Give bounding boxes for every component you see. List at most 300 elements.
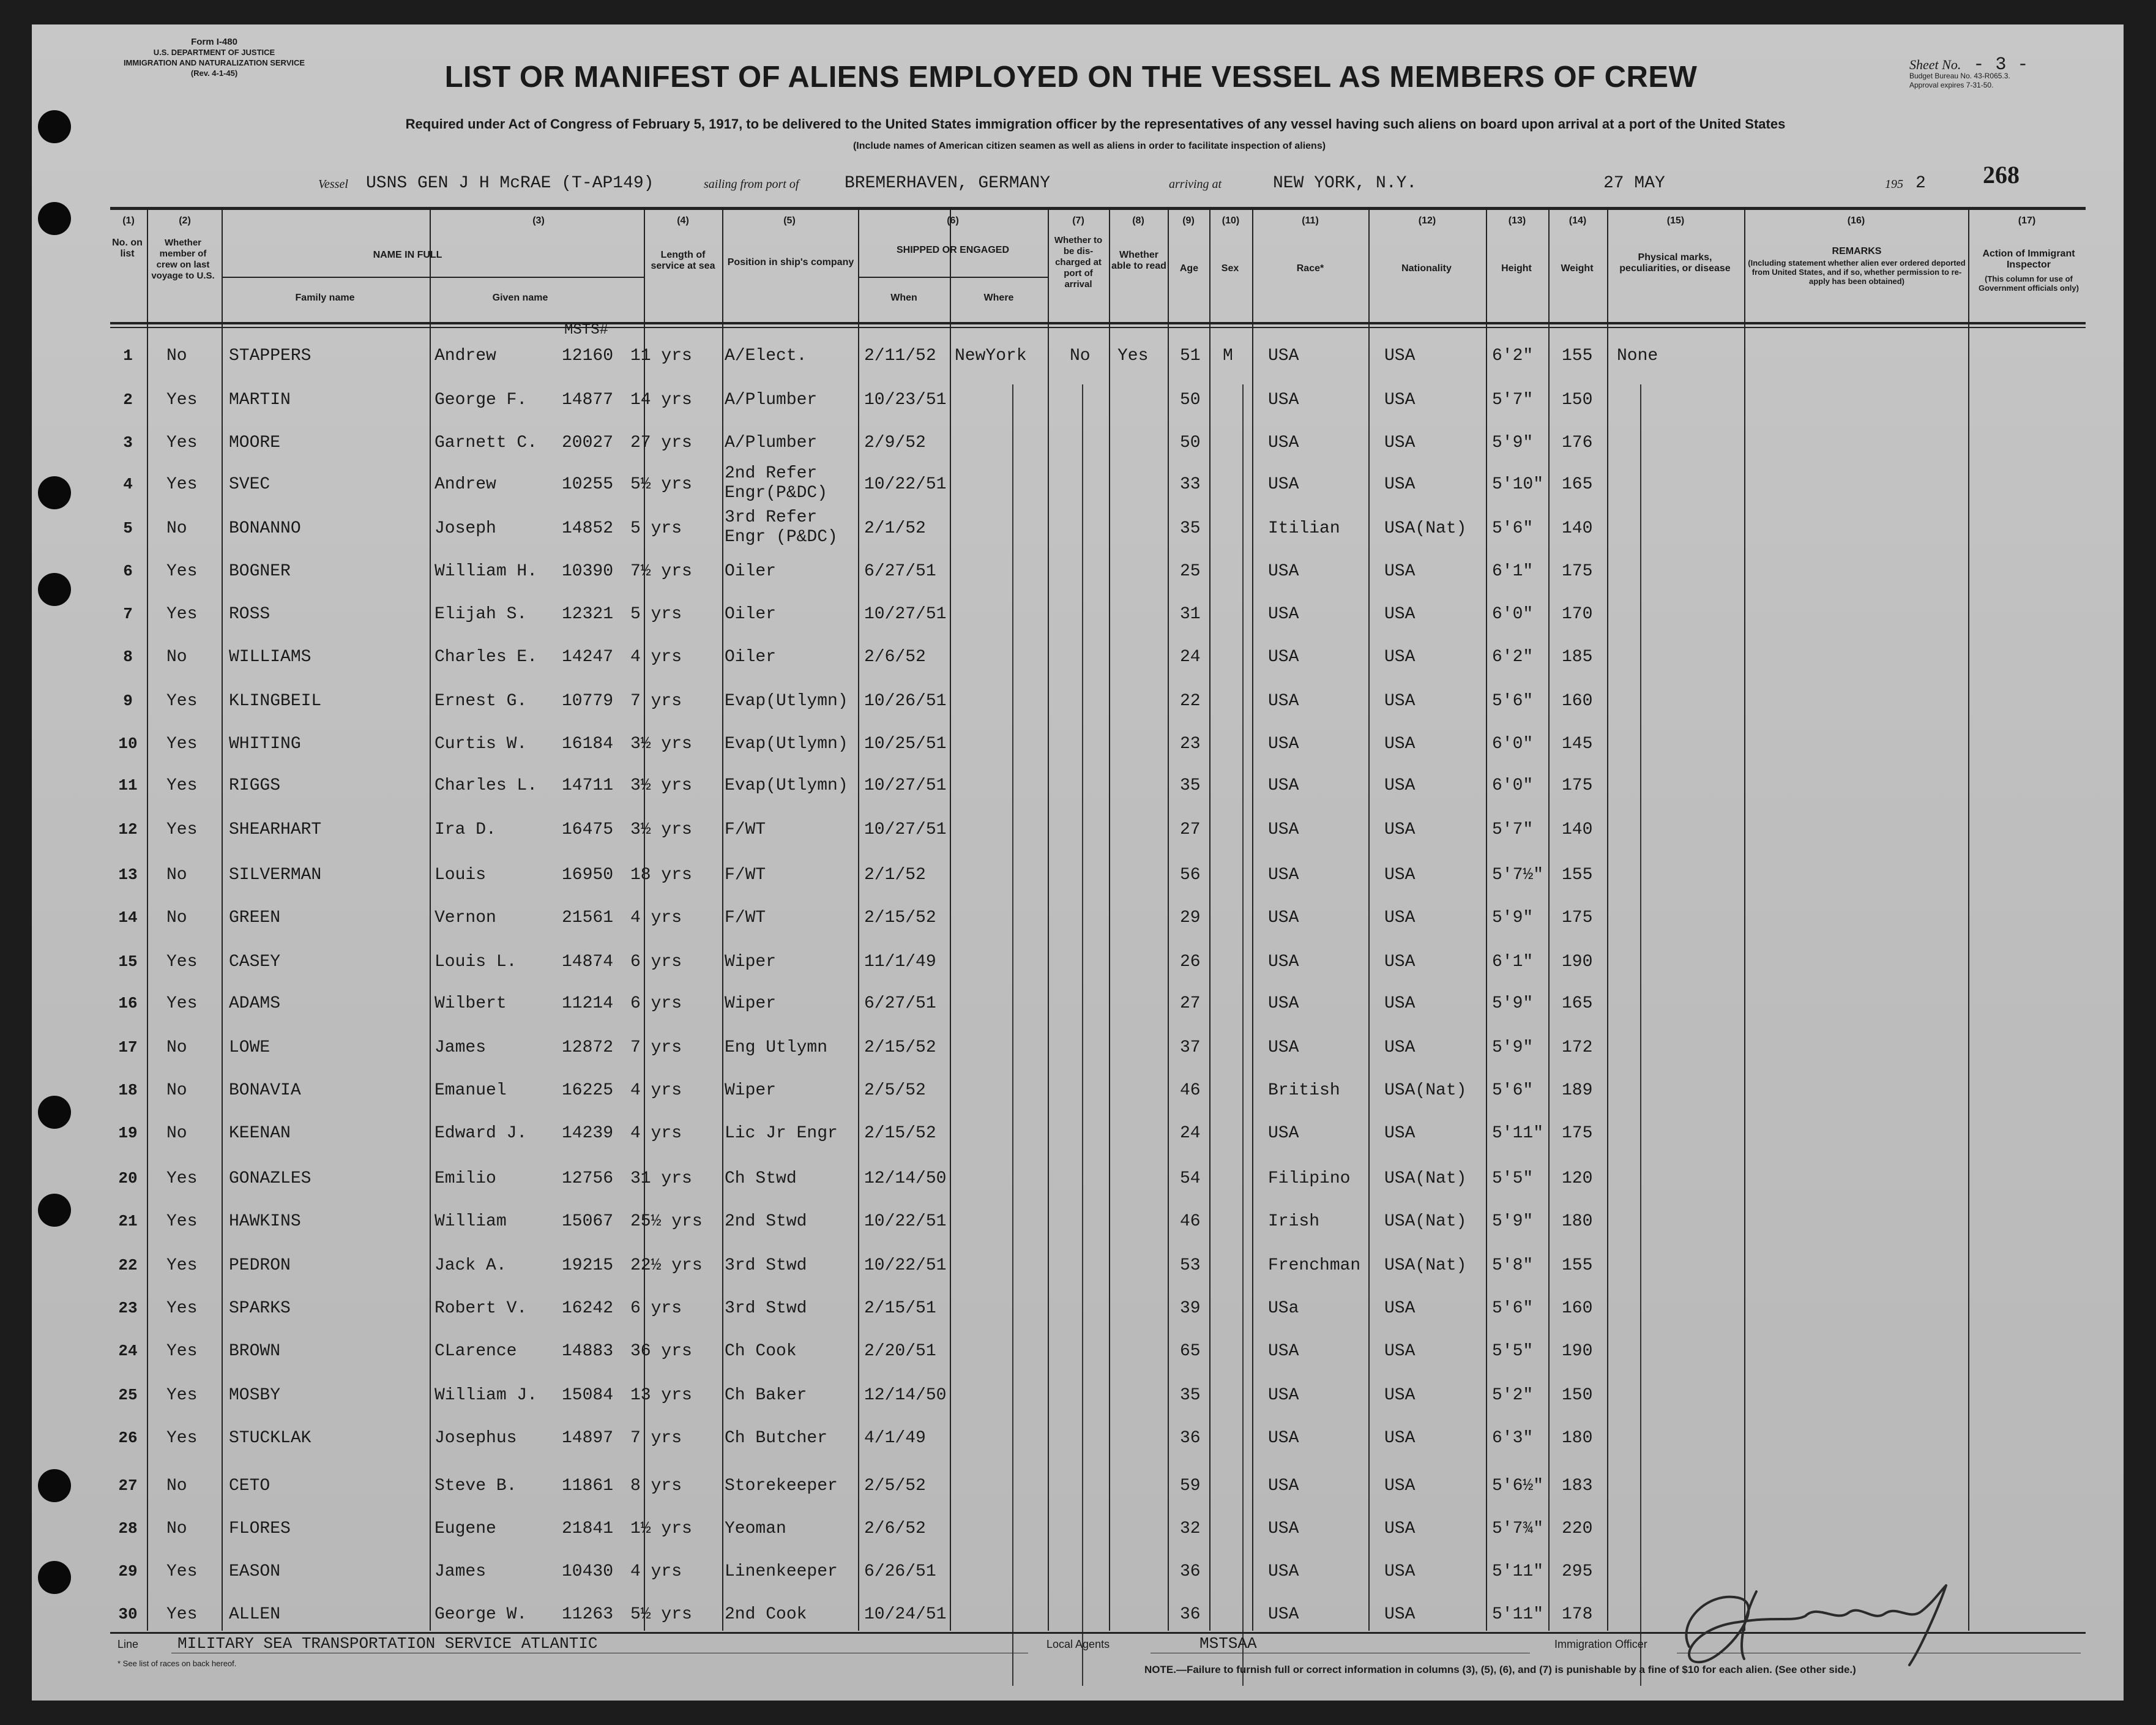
list-number: 5 [123, 519, 133, 537]
table-row [110, 681, 2086, 722]
given-name: Eugene [435, 1519, 496, 1538]
year-suffix: 2 [1915, 174, 1926, 193]
prev-voyage: Yes [166, 1562, 198, 1581]
column-number: (4) [677, 215, 689, 226]
height: 6'2" [1492, 346, 1534, 365]
shipped-where: NewYork [955, 346, 1027, 365]
age: 36 [1180, 1429, 1201, 1448]
sailing-label: sailing from port of [704, 178, 799, 191]
column-number: (13) [1508, 215, 1526, 226]
punch-hole [38, 202, 71, 235]
age: 29 [1180, 908, 1201, 927]
race: USA [1268, 820, 1299, 839]
msts-number: 14711 [562, 776, 614, 795]
table-row [110, 897, 2086, 939]
position: Wiper [725, 952, 777, 971]
prev-voyage: No [166, 866, 187, 885]
race: USA [1268, 562, 1299, 581]
age: 35 [1180, 1386, 1201, 1405]
weight: 176 [1562, 433, 1593, 452]
punch-hole [38, 573, 71, 606]
list-number: 17 [118, 1038, 138, 1057]
col9-header: Age [1179, 263, 1199, 274]
msts-number: 11214 [562, 994, 614, 1013]
prev-voyage: Yes [166, 475, 198, 494]
age: 54 [1180, 1169, 1201, 1188]
family-name: PEDRON [229, 1256, 291, 1275]
height: 5'7½" [1492, 866, 1544, 885]
given-name: Garnett C. [435, 433, 538, 452]
shipped-when: 10/27/51 [864, 605, 947, 624]
race: USA [1268, 1038, 1299, 1057]
position: Evap(Utlymn) [725, 776, 848, 795]
height: 5'7¾" [1492, 1519, 1544, 1538]
nationality: USA(Nat) [1384, 519, 1467, 538]
race: USA [1268, 1386, 1299, 1405]
height: 5'6½" [1492, 1476, 1544, 1495]
nationality: USA [1384, 1386, 1416, 1405]
position: 2nd Cook [725, 1605, 807, 1624]
penalty-note: NOTE.—Failure to furnish full or correct information in columns (3), (5), (6), and (7) is punishable by a fine of $10 for each alien. (See other side.) [1144, 1664, 1856, 1675]
shipped-when: 6/26/51 [864, 1562, 936, 1581]
nationality: USA(Nat) [1384, 1169, 1467, 1188]
column-number: (17) [2018, 215, 2036, 226]
nationality: USA [1384, 1562, 1416, 1581]
weight: 175 [1562, 776, 1593, 795]
race: USA [1268, 908, 1299, 927]
punch-hole [38, 1561, 71, 1594]
family-name: WILLIAMS [229, 648, 311, 667]
table-row [110, 637, 2086, 678]
race: USa [1268, 1299, 1299, 1318]
service-length: 1½ yrs [630, 1519, 692, 1538]
msts-number: 14852 [562, 519, 614, 538]
col3-header: NAME IN FULL [373, 250, 442, 260]
service-length: 8 yrs [630, 1476, 682, 1495]
page-title: LIST OR MANIFEST OF ALIENS EMPLOYED ON THE VESSEL AS MEMBERS OF CREW [444, 61, 1698, 94]
race: USA [1268, 1429, 1299, 1448]
height: 5'9" [1492, 1212, 1534, 1231]
family-name: RIGGS [229, 776, 281, 795]
service-length: 5½ yrs [630, 1605, 692, 1624]
msts-number: 20027 [562, 433, 614, 452]
position: Evap(Utlymn) [725, 692, 848, 711]
column-number: (15) [1666, 215, 1685, 226]
service-length: 25½ yrs [630, 1212, 703, 1231]
height: 6'2" [1492, 648, 1534, 667]
arrival-day: 27 MAY [1603, 174, 1665, 193]
list-number: 30 [118, 1605, 138, 1623]
column-number: (3) [532, 215, 545, 226]
family-name: KEENAN [229, 1124, 291, 1143]
race: USA [1268, 1519, 1299, 1538]
msts-number: 16184 [562, 735, 614, 754]
col4-header: Length of service at sea [651, 250, 715, 271]
shipped-when: 10/22/51 [864, 1212, 947, 1231]
position: 3rd Stwd [725, 1299, 807, 1318]
weight: 189 [1562, 1081, 1593, 1100]
age: 51 [1180, 346, 1201, 365]
height: 5'11" [1492, 1124, 1544, 1143]
family-name: HAWKINS [229, 1212, 301, 1231]
list-number: 23 [118, 1299, 138, 1317]
weight: 145 [1562, 735, 1593, 754]
weight: 165 [1562, 994, 1593, 1013]
height: 5'11" [1492, 1605, 1544, 1624]
form-number: Form I-480 [191, 37, 237, 47]
given-name: Emanuel [435, 1081, 507, 1100]
service-length: 4 yrs [630, 1081, 682, 1100]
shipped-when: 10/27/51 [864, 776, 947, 795]
shipped-when: 4/1/49 [864, 1429, 926, 1448]
col6-header: SHIPPED OR ENGAGED [896, 245, 1010, 255]
position: 2nd Refer [725, 464, 818, 483]
col1-header: No. on list [112, 238, 143, 259]
prev-voyage: No [166, 1081, 187, 1100]
nationality: USA [1384, 1342, 1416, 1361]
prev-voyage: Yes [166, 952, 198, 971]
given-name: Andrew [435, 346, 496, 365]
race: USA [1268, 648, 1299, 667]
race: USA [1268, 994, 1299, 1013]
msts-number: 16225 [562, 1081, 614, 1100]
list-number: 26 [118, 1429, 138, 1447]
shipped-when: 10/27/51 [864, 820, 947, 839]
family-name: BONANNO [229, 519, 301, 538]
family-name: BROWN [229, 1342, 281, 1361]
weight: 172 [1562, 1038, 1593, 1057]
service-length: 5 yrs [630, 519, 682, 538]
shipped-when: 2/5/52 [864, 1476, 926, 1495]
given-name: Wilbert [435, 994, 507, 1013]
family-name: BOGNER [229, 562, 291, 581]
nationality: USA [1384, 776, 1416, 795]
prev-voyage: Yes [166, 820, 198, 839]
table-row [110, 594, 2086, 635]
position: Oiler [725, 648, 777, 667]
table-row [110, 983, 2086, 1025]
table-row [110, 380, 2086, 421]
vessel-name: USNS GEN J H McRAE (T-AP149) [366, 174, 654, 193]
nationality: USA(Nat) [1384, 1212, 1467, 1231]
list-number: 12 [118, 820, 138, 839]
nationality: USA [1384, 1429, 1416, 1448]
list-number: 8 [123, 648, 133, 666]
weight: 140 [1562, 519, 1593, 538]
position: A/Plumber [725, 433, 818, 452]
position: F/WT [725, 820, 766, 839]
prev-voyage: Yes [166, 1342, 198, 1361]
agents-label: Local Agents [1046, 1638, 1110, 1650]
col8-header: Whether able to read [1111, 250, 1166, 271]
shipped-when: 11/1/49 [864, 952, 936, 971]
service-length: 4 yrs [630, 1124, 682, 1143]
age: 50 [1180, 391, 1201, 410]
family-name: BONAVIA [229, 1081, 301, 1100]
nationality: USA [1384, 391, 1416, 410]
prev-voyage: Yes [166, 692, 198, 711]
form-revision: (Rev. 4-1-45) [190, 69, 238, 78]
family-name: KLINGBEIL [229, 692, 322, 711]
service-length: 5½ yrs [630, 475, 692, 494]
age: 46 [1180, 1081, 1201, 1100]
prev-voyage: Yes [166, 776, 198, 795]
height: 5'5" [1492, 1342, 1534, 1361]
given-name: James [435, 1562, 487, 1581]
shipped-when: 2/6/52 [864, 1519, 926, 1538]
service-length: 6 yrs [630, 1299, 682, 1318]
service-length: 3½ yrs [630, 820, 692, 839]
list-number: 9 [123, 692, 133, 710]
age: 65 [1180, 1342, 1201, 1361]
msts-number: 10255 [562, 475, 614, 494]
race: USA [1268, 1476, 1299, 1495]
given-name: Joseph [435, 519, 496, 538]
table-row [110, 422, 2086, 464]
family-name: LOWE [229, 1038, 270, 1057]
weight: 175 [1562, 1124, 1593, 1143]
nationality: USA [1384, 1299, 1416, 1318]
given-name: Louis [435, 866, 487, 885]
punch-hole [38, 1096, 71, 1129]
weight: 185 [1562, 648, 1593, 667]
weight: 220 [1562, 1519, 1593, 1538]
weight: 160 [1562, 1299, 1593, 1318]
shipped-when: 2/20/51 [864, 1342, 936, 1361]
prev-voyage: Yes [166, 735, 198, 754]
nationality: USA [1384, 908, 1416, 927]
race: USA [1268, 692, 1299, 711]
column-number: (14) [1569, 215, 1587, 226]
msts-number: 14883 [562, 1342, 614, 1361]
given-name: William J. [435, 1386, 538, 1405]
service-length: 7½ yrs [630, 562, 692, 581]
nationality: USA [1384, 866, 1416, 885]
nationality: USA(Nat) [1384, 1081, 1467, 1100]
age: 39 [1180, 1299, 1201, 1318]
age: 59 [1180, 1476, 1201, 1495]
prev-voyage: Yes [166, 605, 198, 624]
msts-number: 15067 [562, 1212, 614, 1231]
position: Yeoman [725, 1519, 786, 1538]
list-number: 18 [118, 1081, 138, 1099]
age: 53 [1180, 1256, 1201, 1275]
height: 6'1" [1492, 952, 1534, 971]
height: 5'2" [1492, 1386, 1534, 1405]
col16-note: (Including statement whether alien ever ordered deported from United States, and if so, whether permission to re-apply has been obtained) [1748, 258, 1966, 286]
service-length: 36 yrs [630, 1342, 692, 1361]
service-length: 3½ yrs [630, 735, 692, 754]
shipped-when: 10/25/51 [864, 735, 947, 754]
col3-family-header: Family name [295, 293, 355, 303]
col7-header: Whether to be dis-charged at port of arrival [1054, 235, 1103, 290]
age: 36 [1180, 1562, 1201, 1581]
list-number: 7 [123, 605, 133, 623]
family-name: MARTIN [229, 391, 291, 410]
shipped-when: 10/22/51 [864, 475, 947, 494]
table-row [110, 1113, 2086, 1154]
age: 26 [1180, 952, 1201, 971]
weight: 155 [1562, 866, 1593, 885]
nationality: USA [1384, 952, 1416, 971]
service-length: 5 yrs [630, 605, 682, 624]
family-name: CETO [229, 1476, 270, 1495]
race: Frenchman [1268, 1256, 1361, 1275]
races-note: * See list of races on back hereof. [117, 1659, 237, 1668]
list-number: 4 [123, 475, 133, 493]
height: 6'0" [1492, 776, 1534, 795]
height: 5'7" [1492, 391, 1534, 410]
given-name: George W. [435, 1605, 528, 1624]
given-name: Vernon [435, 908, 496, 927]
given-name: Charles E. [435, 648, 538, 667]
position: F/WT [725, 866, 766, 885]
msts-number: 12321 [562, 605, 614, 624]
sheet-info [1909, 54, 2105, 90]
weight: 120 [1562, 1169, 1593, 1188]
msts-number: 16950 [562, 866, 614, 885]
position: Eng Utlymn [725, 1038, 828, 1057]
family-name: STAPPERS [229, 346, 311, 365]
list-number: 2 [123, 391, 133, 409]
race: USA [1268, 1124, 1299, 1143]
prev-voyage: No [166, 1519, 187, 1538]
given-name: Ernest G. [435, 692, 528, 711]
header-sub-rule [222, 277, 644, 278]
prev-voyage: Yes [166, 391, 198, 410]
weight: 178 [1562, 1605, 1593, 1624]
position: Oiler [725, 605, 777, 624]
race: Itilian [1268, 519, 1340, 538]
age: 37 [1180, 1038, 1201, 1057]
table-row [110, 1288, 2086, 1330]
col16-header: REMARKS [1832, 246, 1882, 256]
given-name: Charles L. [435, 776, 538, 795]
position: Ch Butcher [725, 1429, 828, 1448]
physical-marks: None [1617, 346, 1658, 365]
height: 6'3" [1492, 1429, 1534, 1448]
age: 35 [1180, 776, 1201, 795]
list-number: 6 [123, 562, 133, 580]
service-length: 6 yrs [630, 994, 682, 1013]
race: USA [1268, 475, 1299, 494]
prev-voyage: No [166, 648, 187, 667]
table-row [110, 1375, 2086, 1416]
family-name: ALLEN [229, 1605, 281, 1624]
discharged: No [1070, 346, 1091, 365]
service-length: 4 yrs [630, 648, 682, 667]
table-row [110, 724, 2086, 765]
service-length: 22½ yrs [630, 1256, 703, 1275]
family-name: ROSS [229, 605, 270, 624]
given-name: George F. [435, 391, 528, 410]
position: 3rd Refer [725, 508, 818, 527]
service-length: 14 yrs [630, 391, 692, 410]
table-row [110, 551, 2086, 593]
given-name: Louis L. [435, 952, 517, 971]
weight: 180 [1562, 1429, 1593, 1448]
punch-hole [38, 476, 71, 509]
race: USA [1268, 952, 1299, 971]
given-name: Robert V. [435, 1299, 528, 1318]
family-name: ADAMS [229, 994, 281, 1013]
line-label: Line [117, 1638, 139, 1650]
nationality: USA [1384, 433, 1416, 452]
family-name: GONAZLES [229, 1169, 311, 1188]
msts-number: 14247 [562, 648, 614, 667]
race: USA [1268, 433, 1299, 452]
shipped-when: 2/15/52 [864, 1124, 936, 1143]
prev-voyage: No [166, 346, 187, 365]
header-bottom-rule [110, 322, 2086, 324]
given-name: James [435, 1038, 487, 1057]
col14-header: Weight [1561, 263, 1594, 274]
from-port: BREMERHAVEN, GERMANY [845, 174, 1051, 193]
col3-given-header: Given name [492, 293, 548, 303]
weight: 155 [1562, 1256, 1593, 1275]
list-number: 28 [118, 1519, 138, 1538]
age: 31 [1180, 605, 1201, 624]
ditto-line [1082, 384, 1083, 1686]
shipped-when: 2/1/52 [864, 519, 926, 538]
family-name: SILVERMAN [229, 866, 322, 885]
nationality: USA [1384, 1038, 1416, 1057]
position-line2: Engr (P&DC) [725, 528, 838, 547]
msts-number: 19215 [562, 1256, 614, 1275]
table-row [110, 941, 2086, 983]
shipped-when: 10/24/51 [864, 1605, 947, 1624]
subtitle-note: (Include names of American citizen seamen as well as aliens in order to facilitate inspection of aliens) [852, 141, 1326, 151]
column-number: (12) [1418, 215, 1436, 226]
agents-value: MSTSAA [1199, 1634, 1257, 1653]
shipped-when: 2/15/51 [864, 1299, 936, 1318]
family-name: CASEY [229, 952, 281, 971]
table-row [110, 322, 2086, 377]
position: Evap(Utlymn) [725, 735, 848, 754]
given-name: Josephus [435, 1429, 517, 1448]
height: 5'5" [1492, 1169, 1534, 1188]
family-name: SPARKS [229, 1299, 291, 1318]
height: 5'9" [1492, 1038, 1534, 1057]
service-length: 13 yrs [630, 1386, 692, 1405]
position: Storekeeper [725, 1476, 838, 1495]
height: 5'6" [1492, 692, 1534, 711]
prev-voyage: No [166, 1476, 187, 1495]
height: 5'9" [1492, 994, 1534, 1013]
age: 35 [1180, 519, 1201, 538]
table-row [110, 1201, 2086, 1243]
msts-number: 21561 [562, 908, 614, 927]
service-length: 11 yrs [630, 346, 692, 365]
budget-bureau: Budget Bureau No. 43-R065.3. [1909, 72, 2010, 80]
race: USA [1268, 391, 1299, 410]
list-number: 10 [118, 735, 138, 753]
shipped-when: 2/11/52 [864, 346, 936, 365]
weight: 160 [1562, 692, 1593, 711]
height: 5'9" [1492, 433, 1534, 452]
weight: 190 [1562, 1342, 1593, 1361]
prev-voyage: Yes [166, 1256, 198, 1275]
prev-voyage: No [166, 519, 187, 538]
height: 5'8" [1492, 1256, 1534, 1275]
service-length: 7 yrs [630, 692, 682, 711]
sex: M [1223, 346, 1233, 365]
position: Linenkeeper [725, 1562, 838, 1581]
ditto-line [1640, 384, 1641, 1686]
age: 50 [1180, 433, 1201, 452]
col2-header: Whether member of crew on last voyage to U.S. [151, 238, 215, 281]
given-name: CLarence [435, 1342, 517, 1361]
